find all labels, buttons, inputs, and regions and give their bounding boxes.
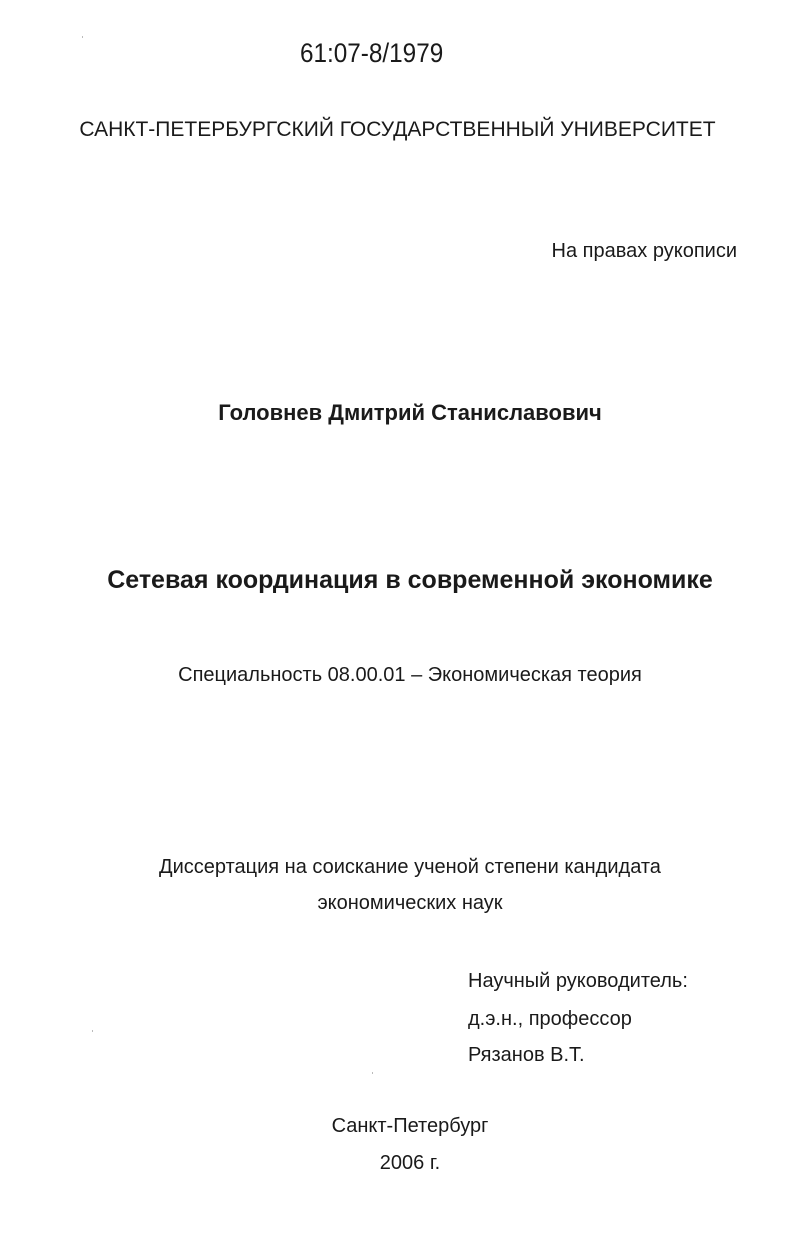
specialty-line: Специальность 08.00.01 – Экономическая теория bbox=[178, 664, 642, 686]
author-name: Головнев Дмитрий Станиславович bbox=[218, 400, 602, 425]
supervisor-name: Рязанов В.Т. bbox=[468, 1044, 585, 1066]
scan-speck bbox=[82, 36, 83, 38]
scan-speck bbox=[372, 1072, 373, 1074]
dissertation-type-line-2: экономических наук bbox=[317, 892, 503, 914]
year: 2006 г. bbox=[379, 1152, 441, 1174]
dissertation-title: Сетевая координация в современной экономике bbox=[107, 566, 713, 594]
manuscript-rights-note: На правах рукописи bbox=[551, 240, 737, 262]
supervisor-degree: д.э.н., профессор bbox=[468, 1008, 632, 1030]
registration-number: 61:07-8/1979 bbox=[300, 38, 444, 68]
dissertation-type-line-1: Диссертация на соискание ученой степени кандидата bbox=[159, 856, 661, 878]
supervisor-label: Научный руководитель: bbox=[468, 970, 688, 992]
university-name: САНКТ-ПЕТЕРБУРГСКИЙ ГОСУДАРСТВЕННЫЙ УНИВЕРСИТЕТ bbox=[79, 118, 716, 141]
scan-speck bbox=[92, 1030, 93, 1032]
city: Санкт-Петербург bbox=[331, 1115, 489, 1137]
